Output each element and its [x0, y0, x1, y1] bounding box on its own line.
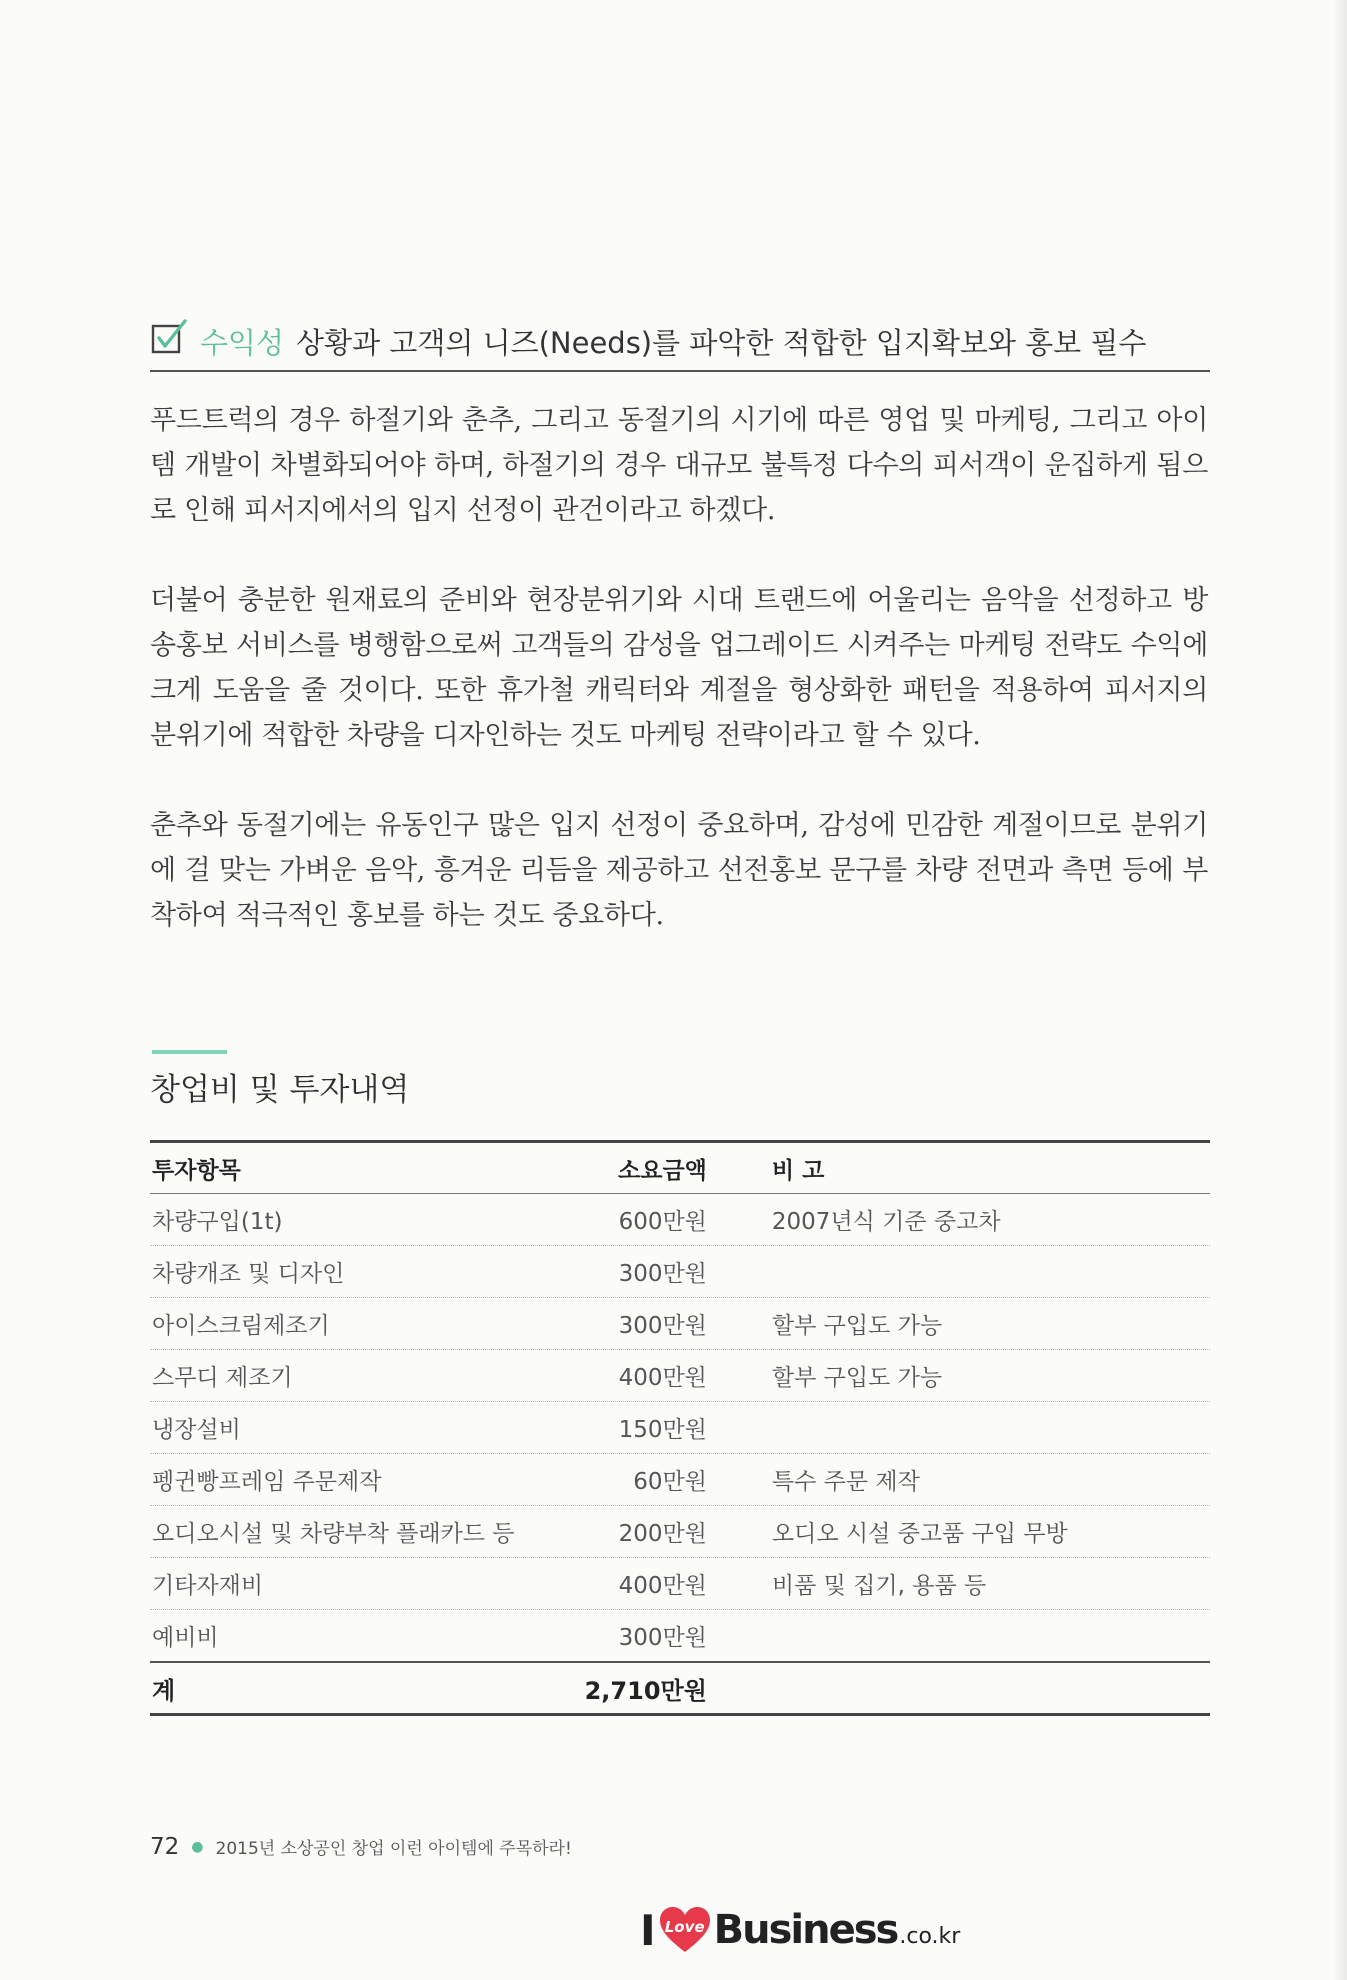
section-accent-bar: [152, 1050, 227, 1054]
table-row: [150, 1558, 1210, 1610]
cell-amount: 300만원: [618, 1261, 707, 1287]
brand-logo: [640, 1902, 960, 1958]
logo-love: Love: [664, 1918, 705, 1936]
cell-amount: 300만원: [618, 1313, 707, 1339]
logo-business: Business: [713, 1907, 898, 1953]
table-row: [150, 1454, 1210, 1506]
checkbox-icon: [150, 318, 190, 358]
total-label: 계: [152, 1676, 176, 1705]
cell-note: 할부 구입도 가능: [771, 1365, 943, 1391]
cell-amount: 300만원: [618, 1625, 707, 1651]
table-row: [150, 1298, 1210, 1350]
heading-text: 상황과 고객의 니즈(Needs)를 파악한 적합한 입지확보와 홍보 필수: [296, 325, 1147, 360]
cell-item: 예비비: [152, 1625, 219, 1651]
paragraph-3: 춘추와 동절기에는 유동인구 많은 입지 선정이 중요하며, 감성에 민감한 계절이므로 분위기에 걸 맞는 가벼운 음악, 흥겨운 리듬을 제공하고 선전홍보 문구를 차량 전면과 측면 등에 부착하여 적극적인 홍보를 하는 것도 중요하다.: [150, 810, 1208, 931]
page-edge-shadow: [1333, 0, 1347, 1980]
heading-accent: 수익성: [200, 325, 285, 360]
cell-note: 2007년식 기준 중고차: [771, 1209, 1001, 1235]
section-title: 창업비 및 투자내역: [150, 1072, 410, 1108]
cell-item: 차량구입(1t): [152, 1209, 283, 1235]
cell-amount: 60만원: [633, 1469, 707, 1495]
table-row: [150, 1610, 1210, 1663]
header-item: 투자항목: [152, 1157, 241, 1184]
bullet-dot-icon: ●: [191, 1839, 204, 1855]
paragraph-1: 푸드트럭의 경우 하절기와 춘추, 그리고 동절기의 시기에 따른 영업 및 마케팅, 그리고 아이템 개발이 차별화되어야 하며, 하절기의 경우 대규모 불특정 다수의 피서객이 운집하게 됨으로 인해 피서지에서의 입지 선정이 관건이라고 하겠다.: [150, 405, 1208, 526]
page-footer: [150, 1834, 572, 1860]
cell-item: 기타자재비: [152, 1573, 264, 1599]
table-row: [150, 1402, 1210, 1454]
body-text: [150, 398, 1208, 983]
header-amount: 소요금액: [618, 1157, 707, 1184]
cell-item: 냉장설비: [152, 1417, 241, 1443]
cell-note: 비품 및 집기, 용품 등: [771, 1573, 987, 1599]
cell-amount: 200만원: [618, 1521, 707, 1547]
cell-item: 펭귄빵프레임 주문제작: [152, 1469, 382, 1495]
cell-amount: 600만원: [618, 1209, 707, 1235]
cell-note: 특수 주문 제작: [771, 1469, 920, 1495]
header-note: 비 고: [771, 1157, 825, 1184]
total-amount: 2,710만원: [584, 1676, 707, 1705]
table-header: [150, 1140, 1210, 1194]
logo-domain: .co.kr: [899, 1923, 961, 1949]
footer-title: 2015년 소상공인 창업 이런 아이템에 주목하라!: [215, 1839, 572, 1859]
cell-item: 스무디 제조기: [152, 1365, 293, 1391]
logo-i: I: [640, 1905, 656, 1955]
cell-item: 차량개조 및 디자인: [152, 1261, 345, 1287]
table-row: [150, 1194, 1210, 1246]
cell-note: 할부 구입도 가능: [771, 1313, 943, 1339]
table-row: [150, 1350, 1210, 1402]
table-row: [150, 1246, 1210, 1298]
cell-amount: 150만원: [618, 1417, 707, 1443]
page-number: 72: [150, 1834, 180, 1860]
table-row: [150, 1506, 1210, 1558]
cell-note: 오디오 시설 중고품 구입 무방: [771, 1521, 1068, 1547]
cell-item: 아이스크림제조기: [152, 1313, 330, 1339]
table-total-row: [150, 1663, 1210, 1716]
cell-amount: 400만원: [618, 1365, 707, 1391]
cell-amount: 400만원: [618, 1573, 707, 1599]
heart-icon: [658, 1905, 712, 1955]
paragraph-2: 더불어 충분한 원재료의 준비와 현장분위기와 시대 트랜드에 어울리는 음악을 선정하고 방송홍보 서비스를 병행함으로써 고객들의 감성을 업그레이드 시켜주는 마케팅 전략도 수익에 크게 도움을 줄 것이다. 또한 휴가철 캐릭터와 계절을 형상화한 패턴을 적용하여 피서지의 분위기에 적합한 차량을 디자인하는 것도 마케팅 전략이라고 할 수 있다.: [150, 585, 1208, 751]
investment-table: [150, 1140, 1210, 1716]
section-heading: [150, 312, 1210, 372]
cell-item: 오디오시설 및 차량부착 플래카드 등: [152, 1521, 515, 1547]
